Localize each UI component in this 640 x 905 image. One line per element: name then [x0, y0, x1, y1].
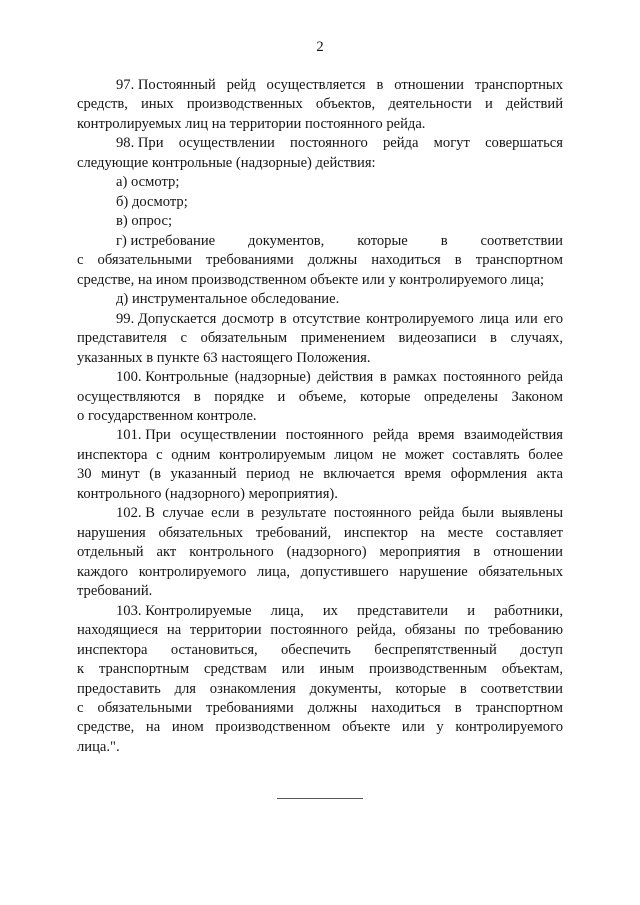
text-line	[77, 290, 563, 309]
line-text: При осуществлении постоянного рейда время взаимодействия	[145, 427, 563, 444]
text-line: средстве, на ином производственном объекте или у контролируемого	[77, 719, 563, 736]
line-text: истребование документов, которые в соответствии	[130, 232, 563, 249]
document-body	[77, 76, 563, 757]
line-text: опрос;	[131, 213, 173, 230]
text-line: каждого контролируемого лица, допустившего нарушение обязательных	[77, 563, 563, 580]
text-line: осуществляются в порядке и объеме, которые определены Законом	[77, 388, 563, 405]
line-text: Контролируемые лица, их представители и работники,	[145, 602, 563, 619]
text-line	[77, 193, 563, 212]
subitem-g	[77, 232, 563, 290]
text-line: представителя с обязательным применением видеозаписи в случаях,	[77, 330, 563, 347]
text-line: следующие контрольные (надзорные) действия:	[77, 154, 376, 171]
subitem-letter: д)	[116, 291, 129, 308]
text-line: к транспортным средствам или иным производственным объектам,	[77, 661, 563, 678]
text-line	[77, 602, 563, 621]
subitem-letter: б)	[116, 193, 129, 210]
line-text: инструментальное обследование.	[131, 291, 340, 308]
text-line: нарушения обязательных требований, инспектор на месте составляет	[77, 524, 563, 541]
clause-101	[77, 426, 563, 504]
clause-103	[77, 602, 563, 758]
subitem-a	[77, 173, 563, 192]
clause-number: 100.	[116, 369, 142, 386]
clause-100	[77, 368, 563, 426]
subitem-letter: в)	[116, 213, 128, 230]
clause-98	[77, 134, 563, 173]
line-text: Допускается досмотр в отсутствие контролируемого лица или его	[137, 310, 563, 327]
end-separator-line	[277, 798, 363, 799]
clause-number: 98.	[116, 135, 135, 152]
text-line: с обязательными требованиями должны находиться в транспортном	[77, 700, 563, 716]
clause-97	[77, 76, 563, 134]
text-line	[77, 232, 563, 251]
text-line: требований.	[77, 583, 153, 600]
clause-102	[77, 504, 563, 601]
text-line: инспектора с одним контролируемым лицом не может составлять более	[77, 446, 563, 463]
text-line: средств, иных производственных объектов, деятельности и действий	[77, 96, 563, 113]
line-text: осмотр;	[130, 174, 180, 191]
line-text: При осуществлении постоянного рейда могут совершаться	[137, 135, 563, 152]
line-text: Контрольные (надзорные) действия в рамках постоянного рейда	[145, 369, 563, 386]
text-line	[77, 173, 563, 192]
line-text: досмотр;	[131, 193, 188, 210]
clause-number: 103.	[116, 602, 142, 619]
text-line: средстве, на ином производственном объекте или у контролируемого лица;	[77, 271, 545, 288]
text-line	[77, 426, 563, 445]
text-line	[77, 212, 563, 231]
text-line: контрольного (надзорного) мероприятия).	[77, 485, 338, 502]
text-line: находящиеся на территории постоянного рейда, обязаны по требованию	[77, 622, 563, 639]
clause-99	[77, 310, 563, 368]
line-text: Постоянный рейд осуществляется в отношении транспортных	[137, 77, 563, 93]
text-line: с обязательными требованиями должны находиться в транспортном	[77, 252, 563, 269]
subitem-d	[77, 290, 563, 309]
text-line	[77, 134, 563, 153]
text-line: лица.".	[77, 738, 120, 755]
page-number: 2	[316, 39, 324, 55]
text-line: о государственном контроле.	[77, 407, 257, 424]
subitem-v	[77, 212, 563, 231]
text-line: 30 минут (в указанный период не включается время оформления акта	[77, 466, 563, 483]
text-line	[77, 368, 563, 387]
text-line: контролируемых лиц на территории постоянного рейда.	[77, 115, 426, 132]
text-line	[77, 310, 563, 329]
text-line: отдельный акт контрольного (надзорного) мероприятия в отношении	[77, 544, 563, 561]
clause-number: 99.	[116, 310, 135, 327]
clause-number: 102.	[116, 505, 142, 522]
text-line: инспектора остановиться, обеспечить беспрепятственный доступ	[77, 641, 563, 658]
line-text: В случае если в результате постоянного рейда были выявлены	[145, 505, 563, 522]
clause-number: 97.	[116, 77, 135, 93]
subitem-letter: г)	[116, 232, 127, 249]
text-line	[77, 76, 563, 95]
text-line: предоставить для ознакомления документы, которые в соответствии	[77, 680, 563, 697]
text-line	[77, 504, 563, 523]
subitem-b	[77, 193, 563, 212]
clause-number: 101.	[116, 427, 142, 444]
text-line: указанных в пункте 63 настоящего Положения.	[77, 349, 371, 366]
subitem-letter: а)	[116, 174, 128, 191]
